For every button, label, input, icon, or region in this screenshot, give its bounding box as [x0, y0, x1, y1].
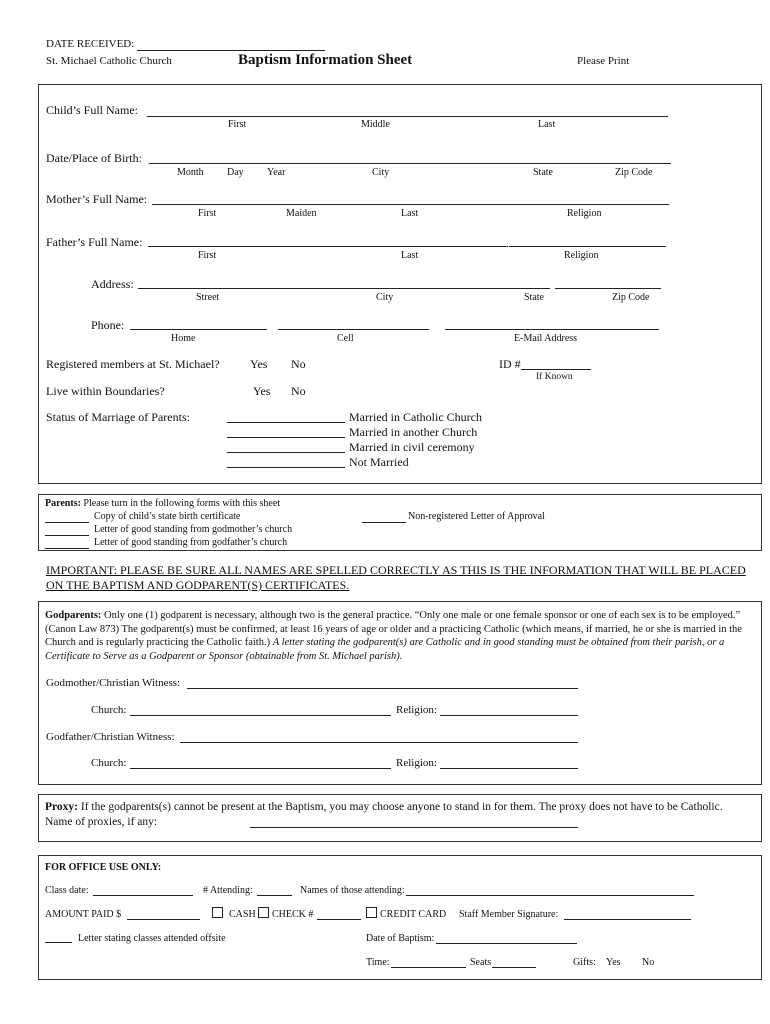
attending-field[interactable] — [257, 895, 292, 896]
class-date-label: Class date: — [45, 885, 89, 896]
marriage-option-line[interactable] — [227, 437, 345, 438]
email-field[interactable] — [445, 329, 659, 330]
child-name-field[interactable] — [147, 116, 668, 117]
godfather-church-field[interactable] — [130, 768, 391, 769]
marriage-status-label: Status of Marriage of Parents: — [46, 410, 190, 424]
gifts-no[interactable]: No — [642, 957, 655, 968]
father-religion-caption: Religion — [564, 250, 599, 261]
father-religion-field[interactable] — [509, 246, 666, 247]
class-date-field[interactable] — [93, 895, 193, 896]
godfather-label: Godfather/Christian Witness: — [46, 731, 175, 743]
birth-zip-caption: Zip Code — [615, 167, 653, 178]
proxy-heading: Proxy: — [45, 801, 79, 813]
important-notice: IMPORTANT: PLEASE BE SURE ALL NAMES ARE SPELLED CORRECTLY AS THIS IS THE INFORMATION THAT WILL BE PLACED ON THE BAPTISM AND GODPARENT(S) CERTIFICATES. — [46, 563, 746, 592]
office-use-heading: FOR OFFICE USE ONLY: — [45, 862, 162, 873]
phone-cell-field[interactable] — [278, 329, 429, 330]
staff-signature-field[interactable] — [564, 919, 691, 920]
date-of-baptism-field[interactable] — [436, 943, 577, 944]
time-field[interactable] — [391, 967, 466, 968]
birth-label: Date/Place of Birth: — [46, 151, 142, 165]
gifts-label: Gifts: — [573, 957, 596, 968]
seats-label: Seats — [470, 957, 492, 968]
names-attending-label: Names of those attending: — [300, 885, 405, 896]
parents-forms-intro — [45, 498, 280, 509]
marriage-option-line[interactable] — [227, 422, 345, 423]
father-name-label: Father’s Full Name: — [46, 235, 143, 249]
godparents-italic-note: A letter stating the godparent(s) are Catholic and in good standing must be obtained from their parish, or a Certificate to Serve as a Godparent or Sponsor (obtainable from St. Michael parish). — [45, 637, 725, 662]
gifts-yes[interactable]: Yes — [606, 957, 621, 968]
godfather-religion-label: Religion: — [396, 757, 437, 769]
form-item-nonregistered: Non-registered Letter of Approval — [408, 511, 545, 522]
birth-state-caption: State — [533, 167, 553, 178]
godfather-field[interactable] — [180, 742, 578, 743]
marriage-option-another: Married in another Church — [349, 425, 478, 439]
letter-offsite-check-line[interactable] — [45, 942, 72, 943]
godparents-heading: Godparents: — [45, 610, 102, 621]
godfather-church-label: Church: — [91, 757, 127, 769]
godfather-religion-field[interactable] — [440, 768, 578, 769]
amount-paid-field[interactable] — [127, 919, 200, 920]
registered-no[interactable]: No — [291, 357, 306, 371]
mother-name-label: Mother’s Full Name: — [46, 192, 148, 206]
marriage-option-line[interactable] — [227, 452, 345, 453]
date-of-baptism-label: Date of Baptism: — [366, 933, 435, 944]
godparents-body: Only one (1) godparent is necessary, although two is the general practice. “Only one male or one female sponsor or one of each sex is to be employed.” (Canon Law 873) The godparent(s) must be confirmed, at least 16 years of age or older and a practicing Catholic (which means, if married, he or she is married in the Church and is regularly practicing the Catholic faith.) — [45, 610, 742, 648]
names-attending-field[interactable] — [406, 895, 694, 896]
father-name-field[interactable] — [148, 246, 508, 247]
father-first-caption: First — [198, 250, 217, 261]
address-label: Address: — [91, 277, 134, 291]
phone-label: Phone: — [91, 318, 125, 332]
id-field[interactable] — [521, 369, 591, 370]
registered-label: Registered members at St. Michael? — [46, 357, 220, 371]
address-zip-caption: Zip Code — [612, 292, 650, 303]
birth-month-caption: Month — [177, 167, 204, 178]
boundaries-label: Live within Boundaries? — [46, 384, 165, 398]
amount-paid-label: AMOUNT PAID $ — [45, 909, 122, 920]
mother-last-caption: Last — [401, 208, 419, 219]
godmother-church-field[interactable] — [130, 715, 391, 716]
marriage-option-line[interactable] — [227, 467, 345, 468]
phone-home-field[interactable] — [130, 329, 267, 330]
godmother-religion-field[interactable] — [440, 715, 578, 716]
marriage-option-catholic: Married in Catholic Church — [349, 410, 482, 424]
child-name-label: Child’s Full Name: — [46, 103, 139, 117]
address-field[interactable] — [138, 288, 550, 289]
godmother-church-label: Church: — [91, 704, 127, 716]
boundaries-yes[interactable]: Yes — [253, 384, 271, 398]
cash-label: CASH — [229, 909, 256, 920]
credit-card-label: CREDIT CARD — [380, 909, 447, 920]
marriage-option-civil: Married in civil ceremony — [349, 440, 475, 454]
credit-card-checkbox[interactable] — [366, 907, 377, 918]
mother-religion-caption: Religion — [567, 208, 602, 219]
proxy-text — [45, 800, 735, 830]
mother-maiden-caption: Maiden — [286, 208, 317, 219]
church-name: St. Michael Catholic Church — [46, 55, 172, 67]
email-caption: E-Mail Address — [514, 333, 578, 344]
attending-label: # Attending: — [203, 885, 253, 896]
cash-checkbox[interactable] — [212, 907, 223, 918]
birth-field[interactable] — [149, 163, 671, 164]
godmother-field[interactable] — [187, 688, 578, 689]
birth-year-caption: Year — [267, 167, 286, 178]
mother-name-field[interactable] — [152, 204, 669, 205]
address-state-caption: State — [524, 292, 544, 303]
id-if-known-caption: If Known — [536, 372, 573, 382]
staff-signature-label: Staff Member Signature: — [459, 909, 559, 920]
child-last-caption: Last — [538, 119, 556, 130]
address-zip-field[interactable] — [555, 288, 661, 289]
boundaries-no[interactable]: No — [291, 384, 306, 398]
phone-home-caption: Home — [171, 333, 196, 344]
parents-forms-intro-text: Please turn in the following forms with this sheet — [83, 498, 281, 509]
check-number-field[interactable] — [317, 919, 361, 920]
father-last-caption: Last — [401, 250, 419, 261]
mother-first-caption: First — [198, 208, 217, 219]
address-street-caption: Street — [196, 292, 220, 303]
child-first-caption: First — [228, 119, 247, 130]
registered-yes[interactable]: Yes — [250, 357, 268, 371]
date-received-line[interactable] — [137, 50, 325, 51]
address-city-caption: City — [376, 292, 394, 303]
check-checkbox[interactable] — [258, 907, 269, 918]
form-check-line[interactable] — [45, 535, 89, 536]
form-item-godmother-letter: Letter of good standing from godmother’s church — [94, 524, 293, 535]
birth-day-caption: Day — [227, 167, 244, 178]
form-item-godfather-letter: Letter of good standing from godfather’s church — [94, 537, 288, 548]
form-item-birth-certificate: Copy of child’s state birth certificate — [94, 511, 241, 522]
seats-field[interactable] — [492, 967, 536, 968]
form-check-line[interactable] — [45, 548, 89, 549]
marriage-option-not-married: Not Married — [349, 455, 409, 469]
time-label: Time: — [366, 957, 390, 968]
phone-cell-caption: Cell — [337, 333, 354, 344]
page-title: Baptism Information Sheet — [238, 52, 413, 68]
proxy-name-field[interactable] — [250, 827, 578, 828]
form-check-line[interactable] — [45, 522, 89, 523]
godmother-religion-label: Religion: — [396, 704, 437, 716]
please-print-note: Please Print — [577, 55, 630, 67]
proxy-body: If the godparents(s) cannot be present at the Baptism, you may choose anyone to stand in for them. The proxy does not have to be Catholic. Name of proxies, if any: — [45, 801, 723, 828]
birth-city-caption: City — [372, 167, 390, 178]
godmother-label: Godmother/Christian Witness: — [46, 677, 181, 689]
date-received-label: DATE RECEIVED: — [46, 38, 135, 50]
parents-forms-heading: Parents: — [45, 498, 81, 509]
check-label: CHECK # — [272, 909, 314, 920]
form-check-line[interactable] — [362, 522, 406, 523]
id-label: ID # — [499, 357, 521, 371]
child-middle-caption: Middle — [361, 119, 390, 130]
letter-offsite-label: Letter stating classes attended offsite — [78, 933, 226, 944]
godparents-text — [45, 609, 755, 663]
